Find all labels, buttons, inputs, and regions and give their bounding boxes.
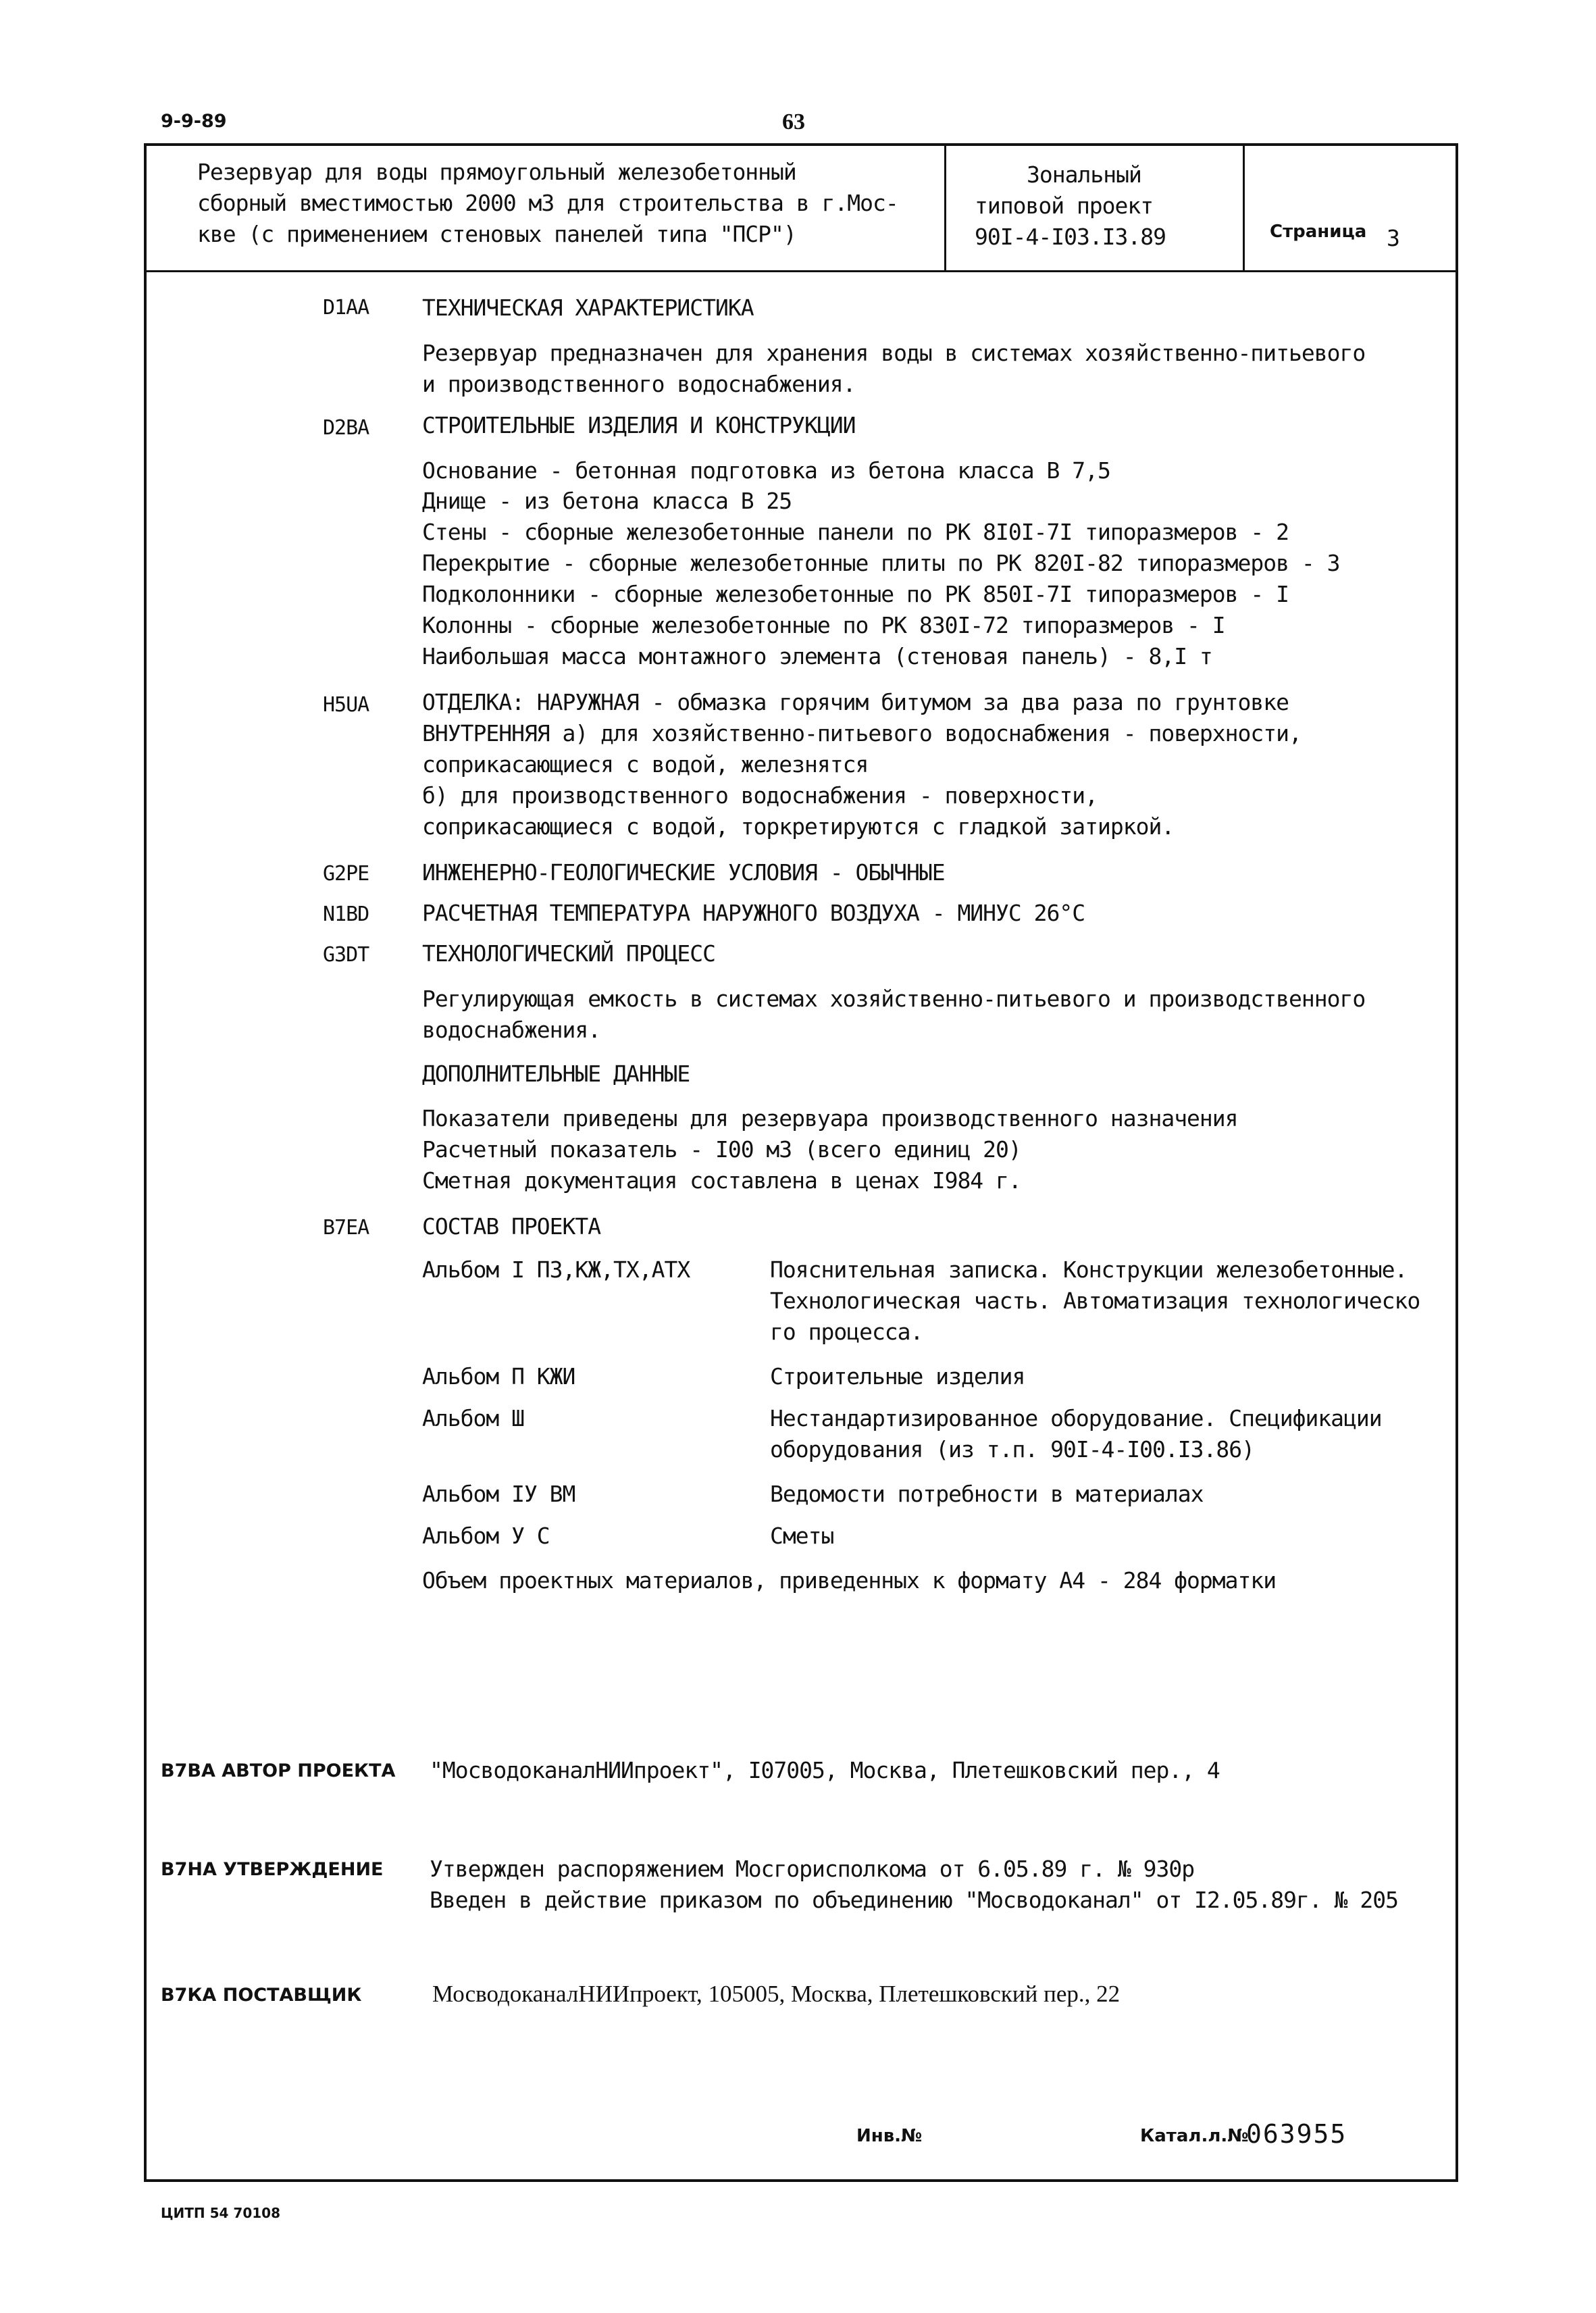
code-h5ua: H5UA xyxy=(323,693,369,717)
code-g2pe: G2PE xyxy=(323,862,369,886)
inventory-label: Инв.№ xyxy=(856,2126,923,2146)
code-d2ba: D2BA xyxy=(323,416,369,440)
page-number: 63 xyxy=(782,109,805,134)
header-page-value: 3 xyxy=(1387,225,1399,251)
supplier-label: В7КА ПОСТАВЩИК xyxy=(161,1985,362,2006)
printer-mark: ЦИТП 54 70108 xyxy=(161,2205,281,2221)
catalog-number: 063955 xyxy=(1246,2119,1347,2149)
volume-line: Объем проектных материалов, приведенных к формату А4 - 284 форматки xyxy=(422,1567,1277,1594)
code-n1bd: N1BD xyxy=(323,903,369,926)
author-text: "МосводоканалНИИпроект", I07005, Москва, Плетешковский пер., 4 xyxy=(430,1757,1220,1783)
section-title-tech: ТЕХНИЧЕСКАЯ ХАРАКТЕРИСТИКА xyxy=(422,295,754,321)
section-title-construction: СТРОИТЕЛЬНЫЕ ИЗДЕЛИЯ И КОНСТРУКЦИИ xyxy=(422,412,856,438)
header-page-label: Страница xyxy=(1270,222,1367,242)
author-label: В7ВА АВТОР ПРОЕКТА xyxy=(161,1760,396,1781)
section-title-composition: СОСТАВ ПРОЕКТА xyxy=(422,1213,601,1240)
approval-label: В7НА УТВЕРЖДЕНИЕ xyxy=(161,1859,384,1880)
code-b7ea: B7EA xyxy=(323,1216,369,1240)
section-title-extra: ДОПОЛНИТЕЛЬНЫЕ ДАННЫЕ xyxy=(422,1061,690,1087)
catalog-label: Катал.л.№ xyxy=(1140,2126,1249,2146)
code-d1aa: D1AA xyxy=(323,296,369,320)
code-g3dt: G3DT xyxy=(323,943,369,967)
document-date: 9-9-89 xyxy=(161,111,227,132)
supplier-text: МосводоканалНИИпроект, 105005, Москва, Плетешковский пер., 22 xyxy=(432,1981,1121,2007)
